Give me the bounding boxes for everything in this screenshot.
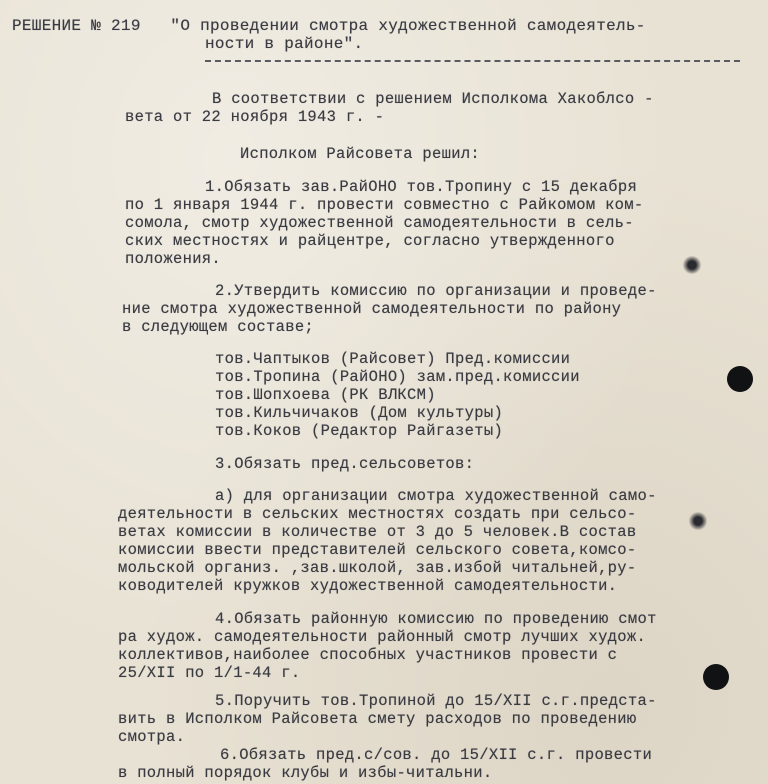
paragraph-4-line-3: коллективов,наиболее способных участников провести с: [118, 646, 618, 664]
paragraph-1-line-5: положения.: [125, 250, 222, 268]
paragraph-4-line-4: 25/XII по 1/1-44 г.: [118, 664, 301, 682]
intro-line-2: вета от 22 ноября 1943 г. -: [125, 108, 385, 126]
punch-hole: [703, 664, 729, 690]
punch-hole: [727, 366, 753, 392]
paragraph-4-line-2: ра худож. самодеятельности районный смотр лучших худож.: [118, 628, 647, 646]
paragraph-6-line-1: 6.Обязать пред.с/сов. до 15/XII с.г. провести: [220, 746, 653, 764]
paragraph-3a-line-5: мольской организ. ,зав.школой, зав.избой читальней,ру-: [118, 559, 637, 577]
ink-smudge: [682, 256, 702, 274]
commission-member: тов.Чаптыков (Райсовет) Пред.комиссии: [215, 350, 571, 368]
paragraph-3a-line-4: комиссии ввести представителей сельского совета,комсо-: [118, 541, 637, 559]
paragraph-2-line-2: ние смотра художественной самодеятельности по району: [122, 300, 622, 318]
paragraph-3-heading: 3.Обязать пред.сельсоветов:: [215, 455, 475, 473]
paragraph-3a-line-1: а) для организации смотра художественной само-: [215, 487, 657, 505]
commission-member: тов.Тропина (РайОНО) зам.пред.комиссии: [215, 368, 580, 386]
paragraph-1-line-2: по 1 января 1944 г. провести совместно с Райкомом ком-: [125, 196, 644, 214]
paragraph-6-line-2: в полный порядок клубы и избы-читальни.: [118, 764, 493, 782]
paragraph-3a-line-3: ветах комиссии в количестве от 3 до 5 человек.В состав: [118, 523, 637, 541]
paragraph-1-line-4: ских местностях и райцентре, согласно утвержденного: [125, 232, 615, 250]
commission-member: тов.Шопхоева (РК ВЛКСМ): [215, 386, 436, 404]
header-dashed-divider: [205, 60, 740, 64]
decision-header-line-1: РЕШЕНИЕ № 219 "О проведении смотра художественной самодеятель-: [12, 17, 646, 35]
commission-member: тов.Кильчичаков (Дом культуры): [215, 404, 504, 422]
paragraph-2-line-3: в следующем составе;: [122, 318, 315, 336]
decision-header-line-2: ности в районе".: [205, 35, 364, 53]
paragraph-5-line-2: вить в Исполком Райсовета смету расходов по проведению: [118, 710, 637, 728]
paragraph-3a-line-6: ководителей кружков художественной самодеятельности.: [118, 577, 618, 595]
paragraph-1-line-1: 1.Обязать зав.РайОНО тов.Тропину с 15 декабря: [205, 178, 638, 196]
commission-member: тов.Коков (Редактор Райгазеты): [215, 422, 504, 440]
paragraph-5-line-3: смотра.: [118, 728, 186, 746]
intro-line-1: В соответствии с решением Исполкома Хакоблсо -: [212, 90, 654, 108]
ink-smudge: [688, 512, 708, 530]
paragraph-3a-line-2: деятельности в сельских местностях создать при сельсо-: [118, 505, 637, 523]
paragraph-5-line-1: 5.Поручить тов.Тропиной до 15/XII с.г.предста-: [215, 692, 657, 710]
resolved-heading: Исполком Райсовета решил:: [240, 145, 481, 163]
paragraph-2-line-1: 2.Утвердить комиссию по организации и проведе-: [215, 282, 657, 300]
paragraph-1-line-3: сомола, смотр художественной самодеятельности в сель-: [125, 214, 634, 232]
paragraph-4-line-1: 4.Обязать районную комиссию по проведению смот: [215, 610, 657, 628]
